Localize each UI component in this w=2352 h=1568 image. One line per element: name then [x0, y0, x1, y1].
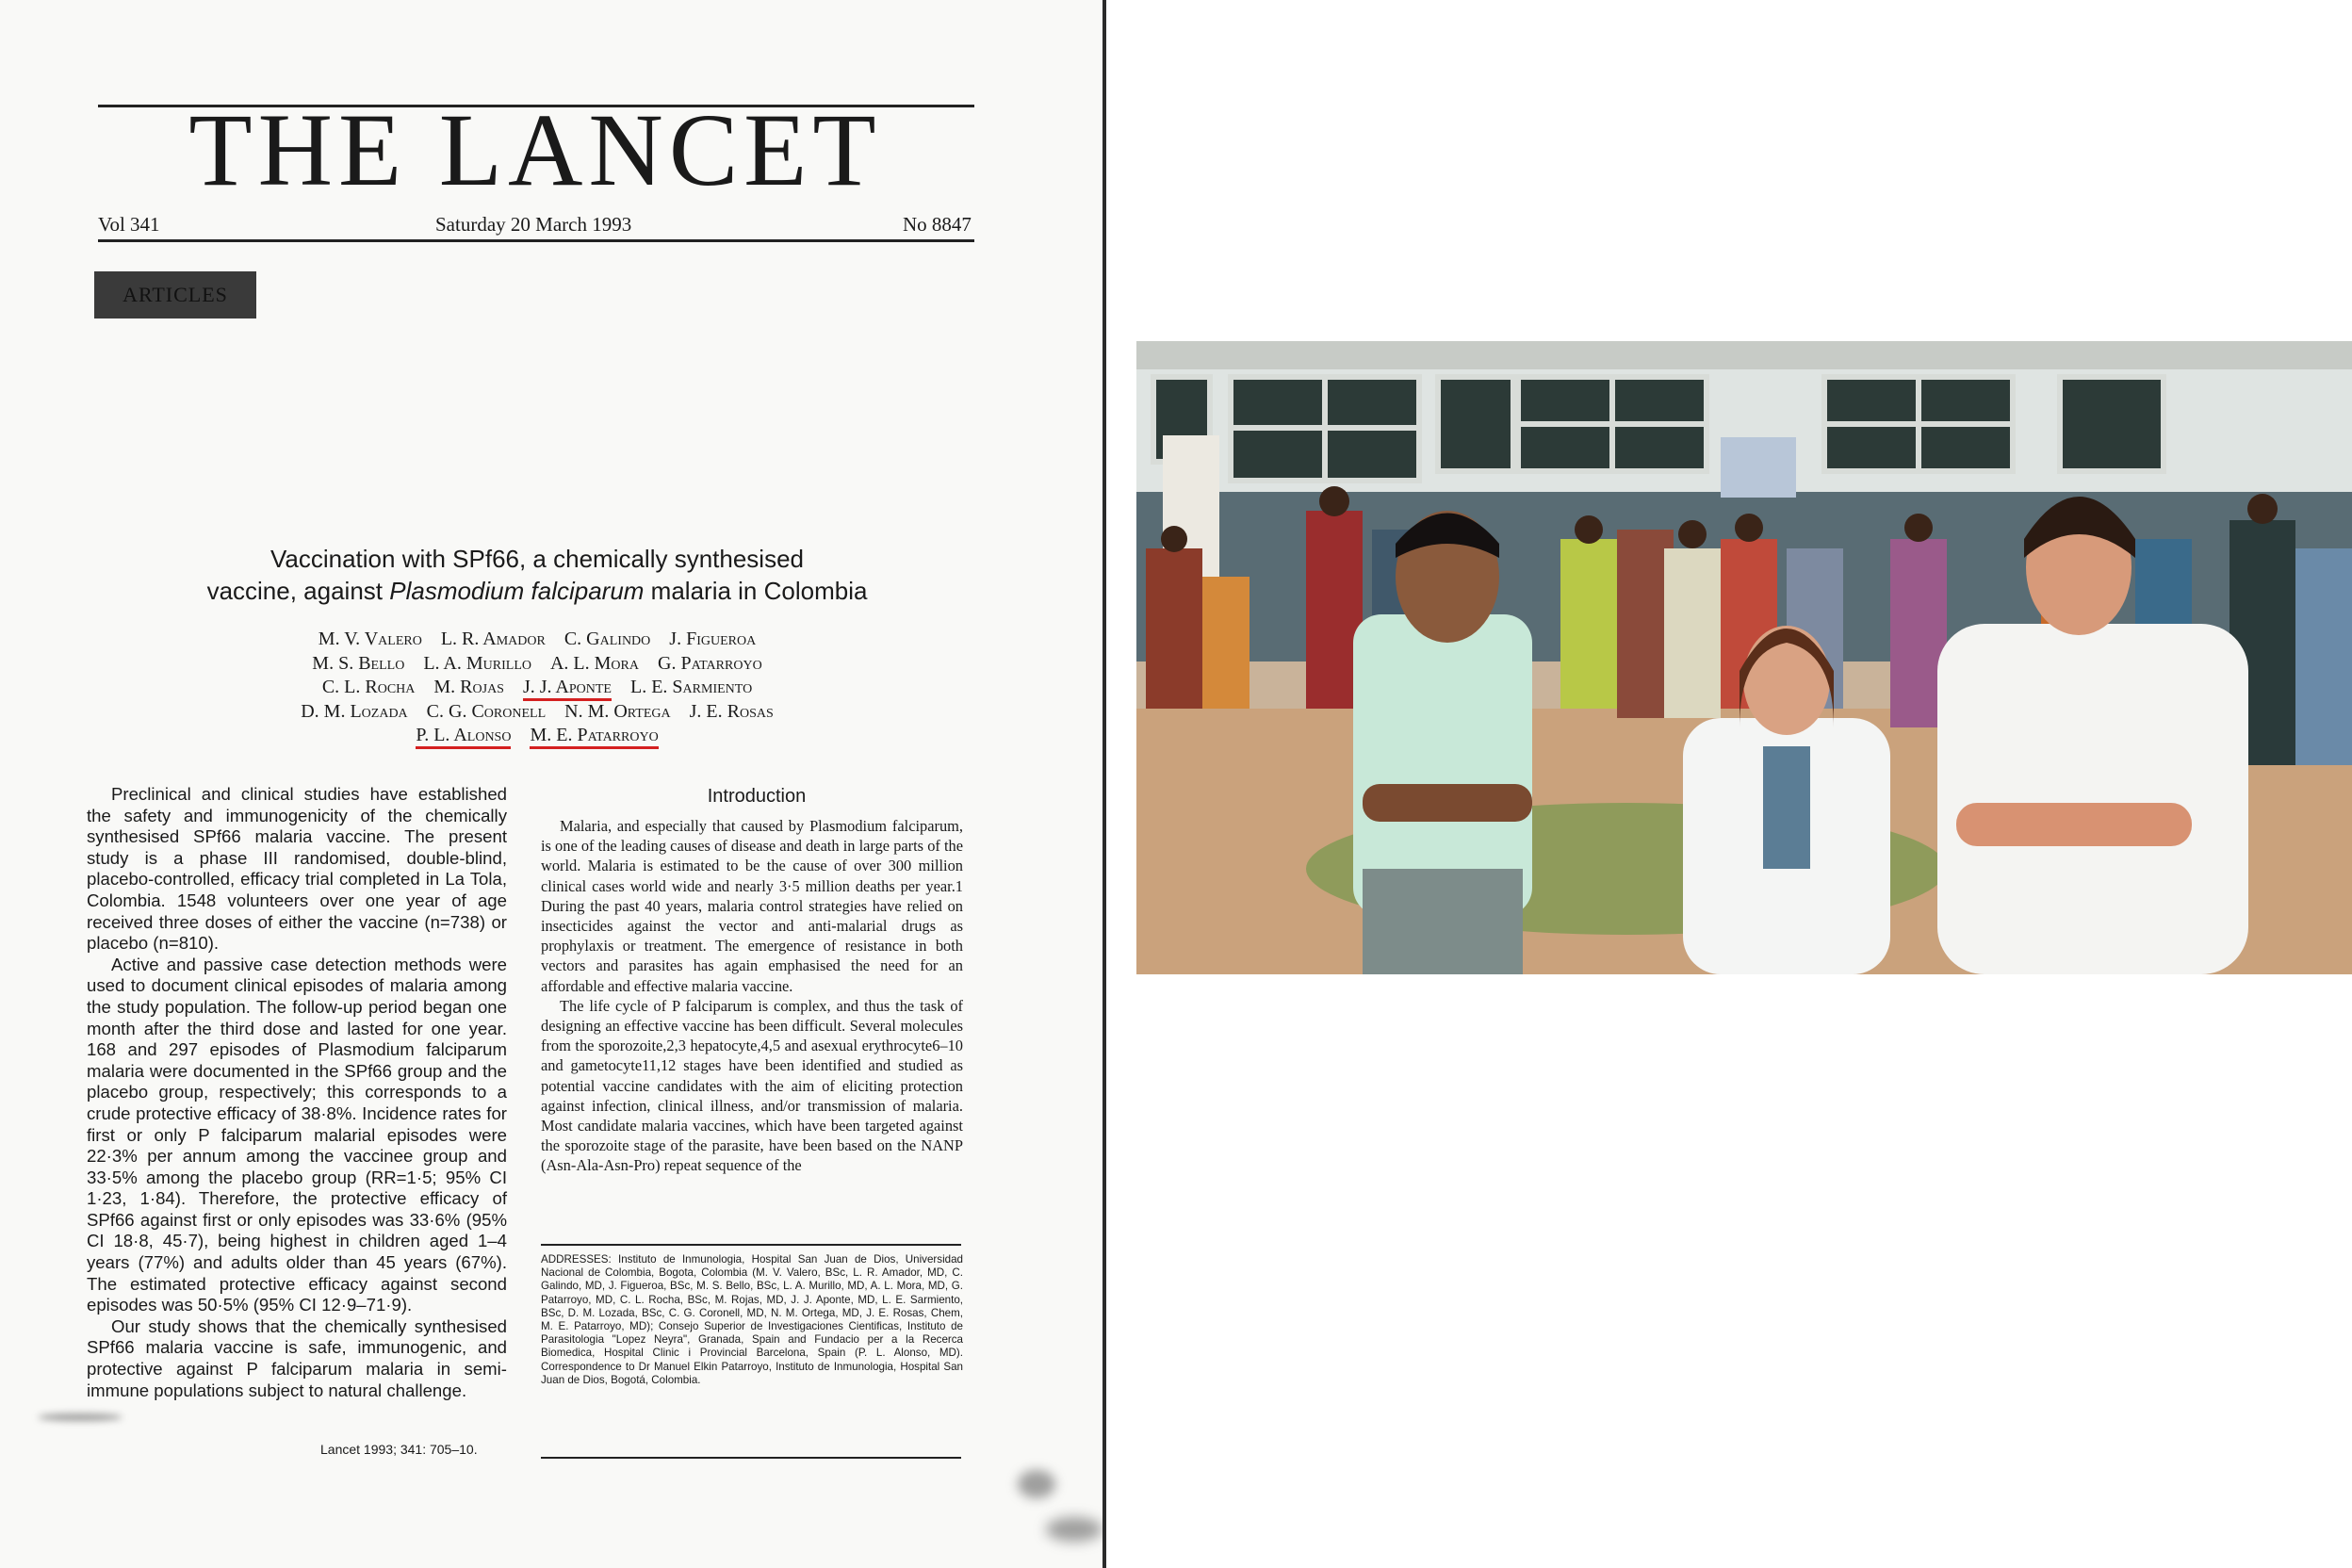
author-name: J. Figueroa: [669, 629, 757, 649]
author-name: M. S. Bello: [312, 652, 405, 674]
intro-paragraph: Malaria, and especially that caused by Plasmodium falciparum, is one of the leading causes of disease and death in large parts of the world. Malaria is estimated to be the cause of over 300 million clinical cases world wide and nearly 3·5 million deaths per year.1 During the past 40 years, malaria control strategies have relied on insecticides against the vector and anti-malarial drugs as prophylaxis or treatment. The emergence of resistance in both vectors and parasites has again emphasised the need for an affordable and effective malaria vaccine.: [541, 817, 963, 995]
title-text: vaccine, against: [206, 577, 390, 605]
author-name: J. J. Aponte: [523, 677, 612, 701]
author-list: [170, 628, 905, 748]
abstract-paragraph: Preclinical and clinical studies have established the safety and immunogenicity of the chemically synthesised SPf66 malaria vaccine. The present study is a phase III randomised, double-blind, placebo-controlled, efficacy trial completed in La Tola, Colombia. 1548 volunteers over one year of age received three doses of either the vaccine (n=738) or placebo (n=810).: [87, 784, 507, 954]
scan-speckle: [1046, 1517, 1102, 1542]
author-name: C. Galindo: [564, 629, 651, 649]
author-row: [170, 652, 905, 677]
masthead-bottom-rule: [98, 239, 974, 242]
abstract: [87, 784, 507, 1401]
author-name: P. L. Alonso: [416, 725, 511, 749]
introduction-heading: Introduction: [707, 786, 807, 807]
section-tag: ARTICLES: [94, 271, 256, 318]
author-name: L. E. Sarmiento: [630, 677, 753, 697]
photo-illustration: [1136, 341, 2352, 974]
author-name: J. E. Rosas: [689, 700, 774, 722]
article-title-line1: Vaccination with SPf66, a chemically synthesised: [270, 545, 805, 573]
author-name: A. L. Mora: [549, 652, 639, 674]
addresses-bottom-rule: [541, 1457, 961, 1459]
title-species: Plasmodium falciparum: [389, 577, 645, 605]
author-name: N. M. Ortega: [564, 700, 671, 722]
abstract-paragraph: Active and passive case detection methods were used to document clinical episodes of malaria among the study population. The follow-up period began one month after the third dose and lasted for one year. 168 and 297 episodes of Plasmodium falciparum malaria were documented in the SPf66 group and the placebo group, respectively; this corresponds to a crude protective efficacy of 38·8%. Incidence rates for first or only P falciparum malarial episodes were 22·3% per annum among the vaccinee group and 33·5% among the placebo group (RR=1·5; 95% CI 1·23, 1·84). Therefore, the protective efficacy of SPf66 against first or only episodes was 33·6% (95% CI 18·8, 45·7), being highest in children aged 1–4 years (77%) and adults older than 45 years (67%). The estimated protective efficacy against second episodes was 50·5% (95% CI 12·9–71·9).: [87, 954, 507, 1315]
author-name: M. Rojas: [433, 677, 504, 697]
abstract-paragraph: Our study shows that the chemically synthesised SPf66 malaria vaccine is safe, immunogenic, and protective against P falciparum malaria in semi-immune populations subject to natural challenge.: [87, 1315, 507, 1400]
author-name: C. L. Rocha: [321, 677, 416, 697]
article-title: [113, 543, 961, 607]
author-name: L. R. Amador: [440, 629, 546, 649]
scan-edge: [1102, 0, 1106, 1568]
scan-speckle: [38, 1413, 122, 1421]
journal-page-scan: [0, 0, 1106, 1568]
scan-speckle: [1018, 1470, 1055, 1498]
title-text: malaria in Colombia: [644, 577, 868, 605]
team-photograph: [1136, 341, 2352, 974]
author-row: [170, 724, 905, 748]
author-row: [170, 676, 905, 700]
journal-masthead: THE LANCET: [188, 92, 882, 207]
article-title-line2: [113, 575, 961, 607]
author-row: [170, 628, 905, 652]
addresses-top-rule: [541, 1244, 961, 1246]
issue-number: No 8847: [903, 213, 972, 236]
building-windows: [1153, 377, 2164, 481]
author-name: M. E. Patarroyo: [530, 725, 658, 749]
volume-label: Vol 341: [98, 213, 160, 236]
addresses: ADDRESSES: Instituto de Inmunologia, Hospital San Juan de Dios, Universidad Nacional de Colombia, Bogota, Colombia (M. V. Valero, BSc, L. R. Amador, MD, C. Galindo, MD, J. Figueroa, BSc, M. S. Bello, BSc, L. A. Murillo, MD, A. L. Mora, MD, G. Patarroyo, MD, C. L. Rocha, BSc, M. Rojas, MD, J. J. Aponte, MD, L. E. Sarmiento, BSc, D. M. Lozada, BSc, C. G. Coronell, MD, N. M. Ortega, MD, J. E. Rosas, Chem, M. E. Patarroyo, MD); Consejo Superior de Investigaciones Cientificas, Instituto de Parasitologia "Lopez Neyra", Granada, Spain and Fundacio per a la Recerca Biomedica, Hospital Clinic i Provincial Barcelona, Spain (P. L. Alonso, MD). Correspondence to Dr Manuel Elkin Patarroyo, Instituto de Inmunologia, Hospital San Juan de Dios, Bogotá, Colombia.: [541, 1253, 963, 1386]
author-name: G. Patarroyo: [658, 652, 762, 674]
issue-date: Saturday 20 March 1993: [435, 213, 632, 236]
author-name: L. A. Murillo: [423, 652, 531, 674]
intro-paragraph: The life cycle of P falciparum is complex, and thus the task of designing an effective vaccine has been difficult. Several molecules from the sporozoite,2,3 hepatocyte,4,5 and asexual erythrocyte6–10 and gametocyte11,12 stages have been identified and studied as potential vaccine candidates with the aim of eliciting protection against infection, clinical illness, and/or transmission of malaria. Most candidate malaria vaccines, which have been targeted against the sporozoite stage of the parasite, have been based on the NANP (Asn-Ala-Asn-Pro) repeat sequence of the: [541, 996, 963, 1175]
citation: Lancet 1993; 341: 705–10.: [320, 1442, 478, 1457]
author-name: C. G. Coronell: [426, 700, 547, 722]
wall-poster: [1721, 437, 1796, 498]
author-row: [170, 700, 905, 725]
author-name: D. M. Lozada: [301, 700, 408, 722]
introduction-text: [541, 816, 963, 1176]
roof-edge: [1136, 341, 2352, 369]
author-name: M. V. Valero: [318, 629, 422, 649]
